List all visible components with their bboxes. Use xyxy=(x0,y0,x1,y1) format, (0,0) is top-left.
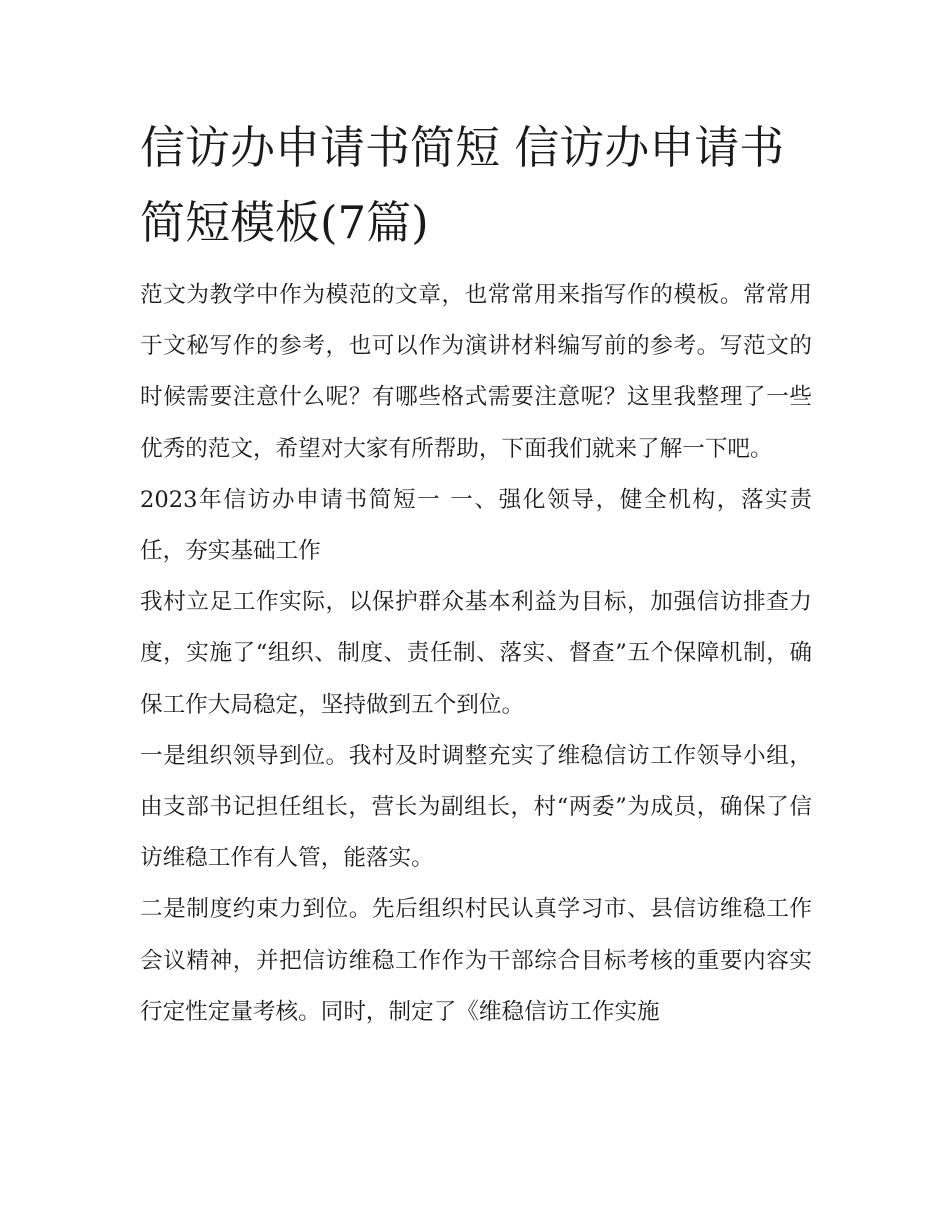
body-paragraph: 一是组织领导到位。我村及时调整充实了维稳信访工作领导小组，由支部书记担任组长，营长为副组长，村“两委”为成员，确保了信访维稳工作有人管，能落实。 xyxy=(140,742,812,872)
intro-paragraph: 范文为教学中作为模范的文章，也常常用来指写作的模板。常常用于文秘写作的参考，也可以作为演讲材料编写前的参考。写范文的时候需要注意什么呢？有哪些格式需要注意呢？这里我整理了一些优秀的范文，希望对大家有所帮助，下面我们就来了解一下吧。 xyxy=(140,282,812,462)
section-heading-paragraph: 2023年信访办申请书简短一 一、强化领导，健全机构，落实责任，夯实基础工作 xyxy=(140,486,812,565)
body-paragraph: 我村立足工作实际，以保护群众基本利益为目标，加强信访排查力度，实施了“组织、制度、责任制、落实、督查”五个保障机制，确保工作大局稳定，坚持做到五个到位。 xyxy=(140,589,812,718)
body-paragraph: 二是制度约束力到位。先后组织村民认真学习市、县信访维稳工作会议精神，并把信访维稳工作作为干部综合目标考核的重要内容实行定性定量考核。同时，制定了《维稳信访工作实施 xyxy=(140,896,812,1025)
document-body xyxy=(140,110,812,1038)
document-title: 信访办申请书简短 信访办申请书简短模板(7篇) xyxy=(140,121,785,249)
